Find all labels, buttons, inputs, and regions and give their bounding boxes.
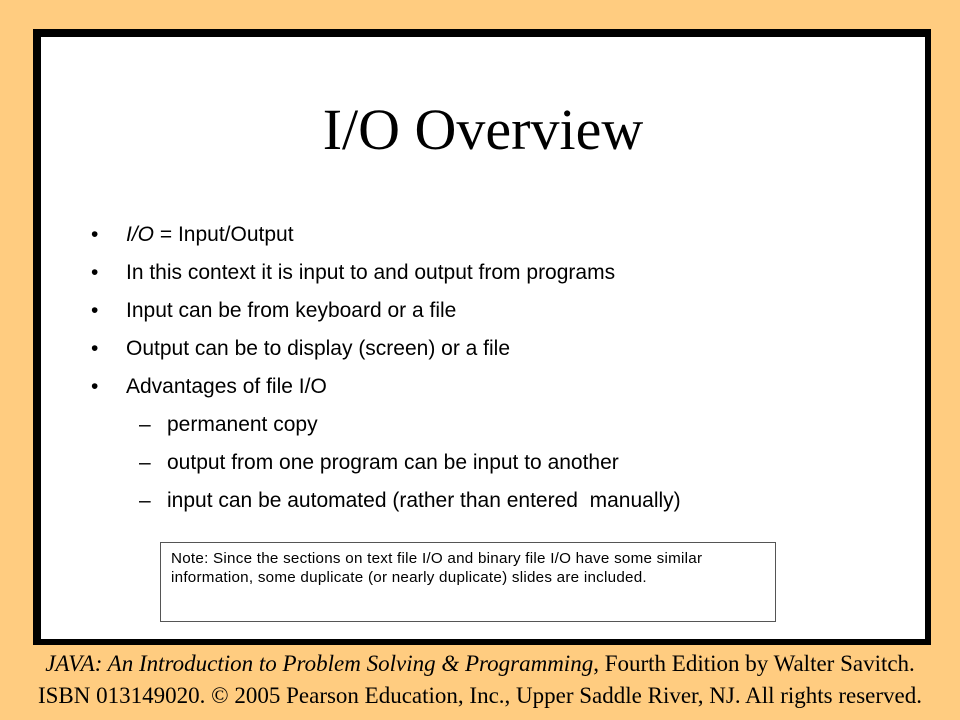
bullet-lead-italic: I/O (126, 223, 155, 246)
dash-marker: – (139, 451, 151, 474)
dash-marker: – (139, 489, 151, 512)
bullet-item (91, 334, 891, 372)
bullet-item (91, 296, 891, 334)
sub-bullet-text: permanent copy (167, 413, 318, 436)
sub-bullet-item (91, 448, 891, 486)
footer-line-1 (0, 648, 960, 680)
slide-frame (33, 29, 931, 645)
bullet-text: Output can be to display (screen) or a file (126, 337, 511, 360)
note-box: Note: Since the sections on text file I/O and binary file I/O have some similar information, some duplicate (or nearly duplicate) slides are included. (160, 542, 776, 622)
edition-author: , Fourth Edition by Walter Savitch. (593, 651, 915, 676)
bullet-item (91, 220, 891, 258)
bullet-text: Input can be from keyboard or a file (126, 299, 457, 322)
bullet-text: = Input/Output (154, 223, 294, 246)
bullet-marker: • (91, 375, 99, 398)
bullet-marker: • (91, 337, 99, 360)
bullet-text: Advantages of file I/O (126, 375, 327, 398)
sub-bullet-item (91, 486, 891, 524)
bullet-marker: • (91, 299, 99, 322)
slide-title: I/O Overview (322, 97, 644, 162)
footer-line-2: ISBN 013149020. © 2005 Pearson Education, Inc., Upper Saddle River, NJ. All rights reserved. (37, 683, 923, 708)
sub-bullet-text: output from one program can be input to another (167, 451, 619, 474)
sub-bullet-text: input can be automated (rather than entered manually) (167, 489, 681, 512)
slide-content (41, 37, 925, 639)
footer (0, 648, 960, 712)
bullet-item (91, 258, 891, 296)
sub-bullet-item (91, 410, 891, 448)
bullet-marker: • (91, 223, 99, 246)
bullet-text: In this context it is input to and output from programs (126, 261, 616, 284)
dash-marker: – (139, 413, 151, 436)
bullet-marker: • (91, 261, 99, 284)
bullet-item (91, 372, 891, 410)
bullet-list (91, 220, 891, 524)
book-title: JAVA: An Introduction to Problem Solving & Programming (45, 651, 594, 676)
